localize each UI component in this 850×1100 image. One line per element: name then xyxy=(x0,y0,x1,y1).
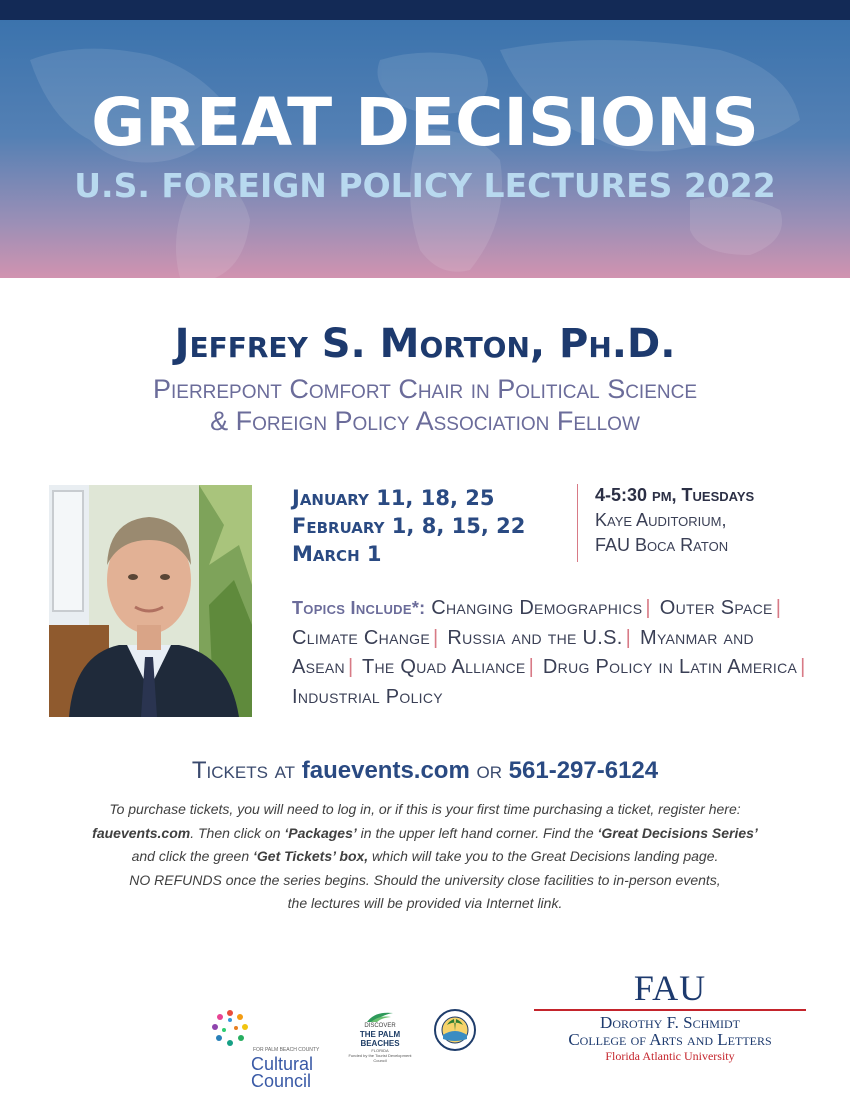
cultural-council-logo xyxy=(210,1008,340,1091)
discover-palm-beaches-logo xyxy=(348,1010,412,1063)
cultural-council-subtitle: FOR PALM BEACH COUNTY xyxy=(253,1047,320,1053)
banner-subtitle: U.S. FOREIGN POLICY LECTURES 2022 xyxy=(74,166,776,205)
topic-separator: | xyxy=(432,626,439,649)
topic-separator: | xyxy=(528,656,535,678)
topic-separator: | xyxy=(625,626,632,649)
speaker-portrait-illustration xyxy=(49,485,252,717)
instructions-text: and click the green xyxy=(131,848,254,864)
tickets-prefix: Tickets at xyxy=(191,757,296,784)
instructions-refund-note: NO REFUNDS once the series begins. Should the university close facilities to in-person events, xyxy=(129,871,721,888)
fau-university-name: Florida Atlantic University xyxy=(605,1049,735,1063)
fau-red-rule xyxy=(534,1009,806,1011)
lecture-dates xyxy=(292,484,562,568)
topics-label: Topics Include*: xyxy=(292,598,426,618)
topic-item: Industrial Policy xyxy=(292,685,443,708)
fau-college-logo xyxy=(532,970,808,1063)
topic-item: Russia and the U.S. xyxy=(447,626,623,649)
county-seal-icon xyxy=(434,1009,476,1051)
tickets-website-link[interactable]: fauevents.com xyxy=(301,757,470,784)
fau-wordmark: FAU xyxy=(633,968,707,1008)
topic-item: Outer Space xyxy=(659,597,773,619)
tickets-phone[interactable]: 561-297-6124 xyxy=(508,757,659,784)
speaker-title-line-1: Pierrepont Comfort Chair in Political Science xyxy=(152,374,697,404)
speaker-name: Jeffrey S. Morton, Ph.D. xyxy=(174,321,676,367)
header-banner xyxy=(0,20,850,278)
fau-college-line-1: Dorothy F. Schmidt xyxy=(600,1013,740,1032)
topics-list xyxy=(292,594,812,712)
tickets-line xyxy=(0,755,850,787)
instructions-internet-note: the lectures will be provided via Internet link. xyxy=(287,895,563,911)
instructions-text: To purchase tickets, you will need to log in, or if this is your first time purchasing a ticket, register here: xyxy=(109,801,741,817)
fau-college-line-2: College of Arts and Letters xyxy=(568,1030,772,1049)
tickets-or: or xyxy=(476,757,502,784)
topic-item: Climate Change xyxy=(292,626,430,649)
schedule-divider xyxy=(577,484,578,562)
topic-item: Changing Demographics xyxy=(431,597,643,619)
instructions-packages: ‘Packages’ xyxy=(284,824,357,841)
dates-march: March 1 xyxy=(292,542,382,566)
dates-february: February 1, 8, 15, 22 xyxy=(292,514,526,538)
topic-separator: | xyxy=(775,597,782,619)
venue-line-2: FAU Boca Raton xyxy=(595,535,729,555)
instructions-website-link[interactable]: fauevents.com xyxy=(92,824,191,841)
palm-tagline-text: Funded by the Tourist Development Council xyxy=(348,1053,412,1063)
instructions-text: . Then click on xyxy=(190,824,285,841)
dates-january: January 11, 18, 25 xyxy=(292,486,495,510)
speaker-title-line-2: & Foreign Policy Association Fellow xyxy=(210,406,640,436)
purchase-instructions xyxy=(60,798,790,916)
palm-leaf-icon xyxy=(365,1011,395,1023)
venue-line-1: Kaye Auditorium, xyxy=(595,510,727,530)
instructions-get-tickets: ‘Get Tickets’ box, xyxy=(253,848,369,864)
topic-separator: | xyxy=(800,656,806,678)
time-and-venue xyxy=(595,483,835,558)
banner-title: GREAT DECISIONS xyxy=(91,84,759,161)
instructions-text: which will take you to the Great Decisions landing page. xyxy=(368,848,719,864)
topic-separator: | xyxy=(645,597,651,619)
palm-name-text: THE PALM BEACHES xyxy=(359,1030,401,1048)
top-navy-bar xyxy=(0,0,850,20)
instructions-series: ‘Great Decisions Series’ xyxy=(597,824,758,841)
lecture-time: 4-5:30 pm, Tuesdays xyxy=(595,485,755,505)
palm-state-text: FLORIDA xyxy=(371,1048,389,1053)
topic-item: Drug Policy in Latin America xyxy=(542,656,798,678)
topic-item: The Quad Alliance xyxy=(361,656,526,678)
palm-discover-text: DISCOVER xyxy=(364,1023,396,1029)
palm-beach-county-seal xyxy=(434,1009,476,1051)
topic-item: Myanmar and Asean xyxy=(292,626,754,678)
cultural-council-name: Cultural Council xyxy=(251,1054,314,1091)
cultural-council-icon xyxy=(210,1008,250,1052)
topic-separator: | xyxy=(347,656,354,678)
instructions-text: in the upper left hand corner. Find the xyxy=(356,824,598,841)
speaker-photo xyxy=(49,485,252,717)
